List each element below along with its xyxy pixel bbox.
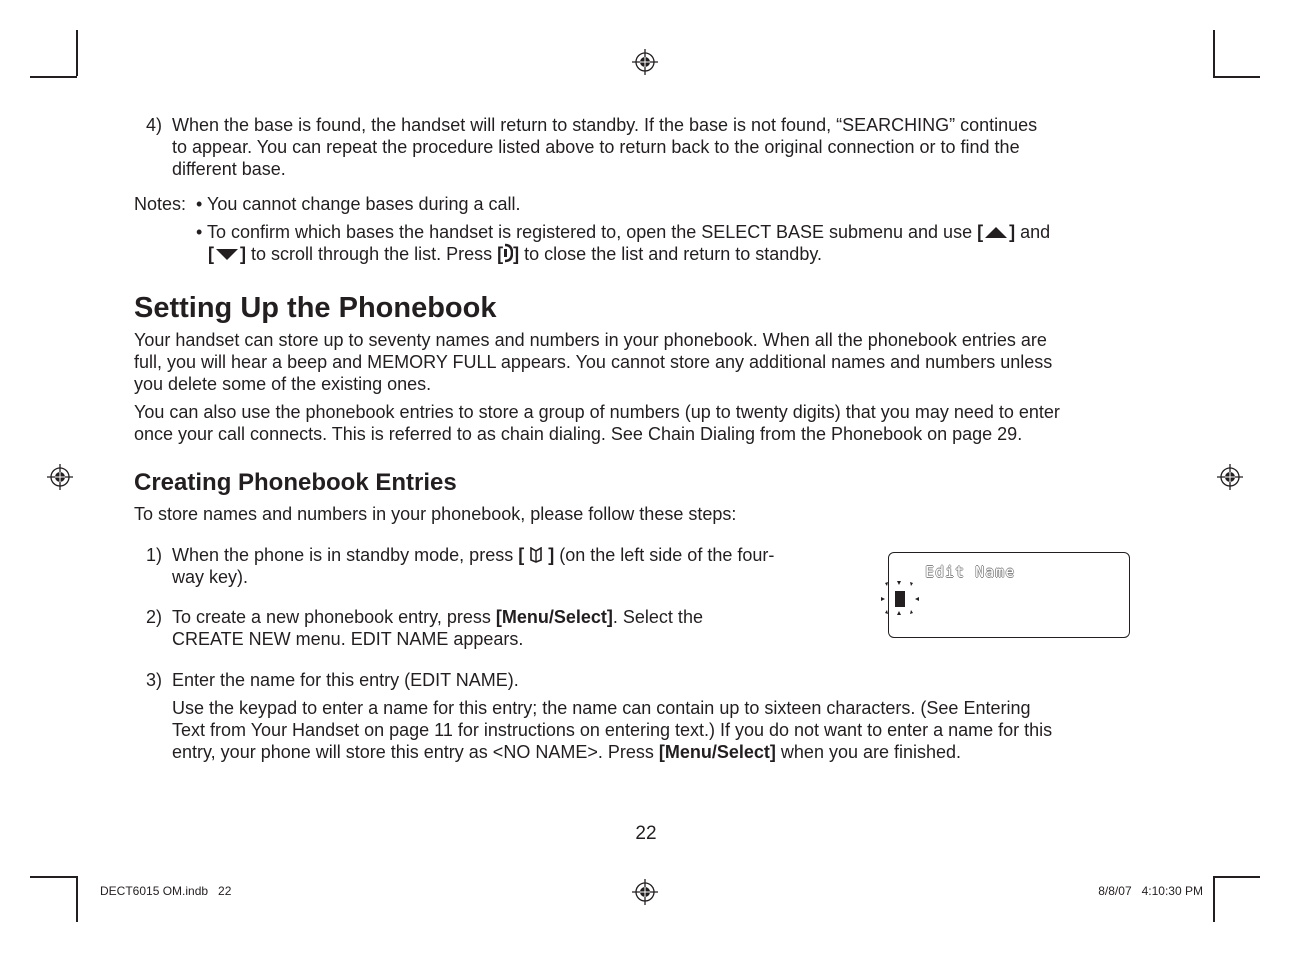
text-line: full, you will hear a beep and MEMORY FULL appears. You cannot store any additional names and numbers unless — [134, 352, 1053, 372]
text-line: Text from Your Handset on page 11 for instructions on entering text.) If you do not want to enter a name for this — [172, 720, 1053, 740]
lcd-text: Edit Name — [925, 563, 1016, 581]
text-line: to close the list and return to standby. — [524, 244, 822, 264]
menu-select-key: [Menu/Select] — [658, 742, 776, 762]
text-line: To create a new phonebook entry, press — [172, 607, 491, 627]
blinking-cursor-icon — [875, 577, 927, 619]
registration-mark-icon — [632, 879, 658, 905]
end-key: [ ] — [497, 244, 520, 264]
page-number: 22 — [635, 823, 657, 844]
section-title: Setting Up the Phonebook — [134, 292, 497, 324]
text-line: When the base is found, the handset will return to standby. If the base is not found, “SEARCHING” continues — [172, 115, 1038, 135]
step-number: 3) — [146, 670, 163, 690]
notes-label: Notes: — [134, 194, 187, 214]
text-line: way key). — [172, 567, 249, 587]
text-line: entry, your phone will store this entry as <NO NAME>. Press — [172, 742, 654, 762]
crop-mark — [1213, 30, 1215, 76]
registration-mark-icon — [1217, 464, 1243, 490]
crop-mark — [30, 876, 77, 878]
up-key: [ ] — [977, 222, 1016, 242]
crop-mark — [76, 876, 78, 922]
crop-mark — [1213, 876, 1215, 922]
text-line: . Select the — [612, 607, 703, 627]
phonebook-key: [ ] — [518, 545, 555, 565]
phonebook-icon — [529, 547, 543, 563]
phone-end-icon — [503, 243, 513, 263]
registration-mark-icon — [632, 49, 658, 75]
down-arrow-icon — [214, 247, 240, 261]
step-3-text — [172, 669, 1172, 763]
lcd-display — [888, 552, 1130, 638]
crop-mark — [1213, 876, 1260, 878]
step-1-text — [172, 544, 862, 588]
step-number: 4) — [146, 115, 163, 135]
text-line: • To confirm which bases the handset is registered to, open the SELECT BASE submenu and use — [196, 222, 973, 242]
text-line: to scroll through the list. Press — [251, 244, 493, 264]
text-line: CREATE NEW menu. EDIT NAME appears. — [172, 629, 524, 649]
subsection-intro: To store names and numbers in your phonebook, please follow these steps: — [134, 504, 737, 524]
section-paragraph-1 — [134, 329, 1174, 395]
crop-mark — [76, 30, 78, 76]
text-line: (on the left side of the four- — [559, 545, 775, 565]
text-line: once your call connects. This is referred to as chain dialing. See Chain Dialing from the Phonebook on page 29. — [134, 424, 1023, 444]
subsection-title: Creating Phonebook Entries — [134, 469, 457, 496]
text-line: when you are finished. — [780, 742, 962, 762]
down-key: [ ] — [208, 244, 246, 264]
step-number: 2) — [146, 607, 163, 627]
note-1: • You cannot change bases during a call. — [196, 194, 521, 214]
crop-mark — [30, 76, 77, 78]
text-line: Your handset can store up to seventy names and numbers in your phonebook. When all the phonebook entries are — [134, 330, 1047, 350]
crop-mark — [1213, 76, 1260, 78]
footer-date: 8/8/07 4:10:30 PM — [1098, 884, 1203, 898]
text-word: and — [1020, 222, 1051, 242]
registration-mark-icon — [47, 464, 73, 490]
menu-select-key: [Menu/Select] — [495, 607, 613, 627]
text-line: different base. — [172, 159, 286, 179]
step-4-text — [172, 114, 1162, 180]
note-2 — [196, 221, 1176, 265]
text-line: Enter the name for this entry (EDIT NAME). — [172, 670, 519, 690]
step-number: 1) — [146, 545, 163, 565]
step-2-text — [172, 606, 862, 650]
text-line: you delete some of the existing ones. — [134, 374, 432, 394]
text-line: You can also use the phonebook entries to store a group of numbers (up to twenty digits) that you may need to enter — [134, 402, 1060, 422]
text-line: When the phone is in standby mode, press — [172, 545, 514, 565]
section-paragraph-2 — [134, 401, 1174, 445]
footer-file-name: DECT6015 OM.indb 22 — [100, 884, 232, 898]
text-line: Use the keypad to enter a name for this entry; the name can contain up to sixteen characters. (See Entering — [172, 698, 1031, 718]
up-arrow-icon — [983, 225, 1009, 239]
text-line: to appear. You can repeat the procedure listed above to return back to the original connection or to find the — [172, 137, 1020, 157]
